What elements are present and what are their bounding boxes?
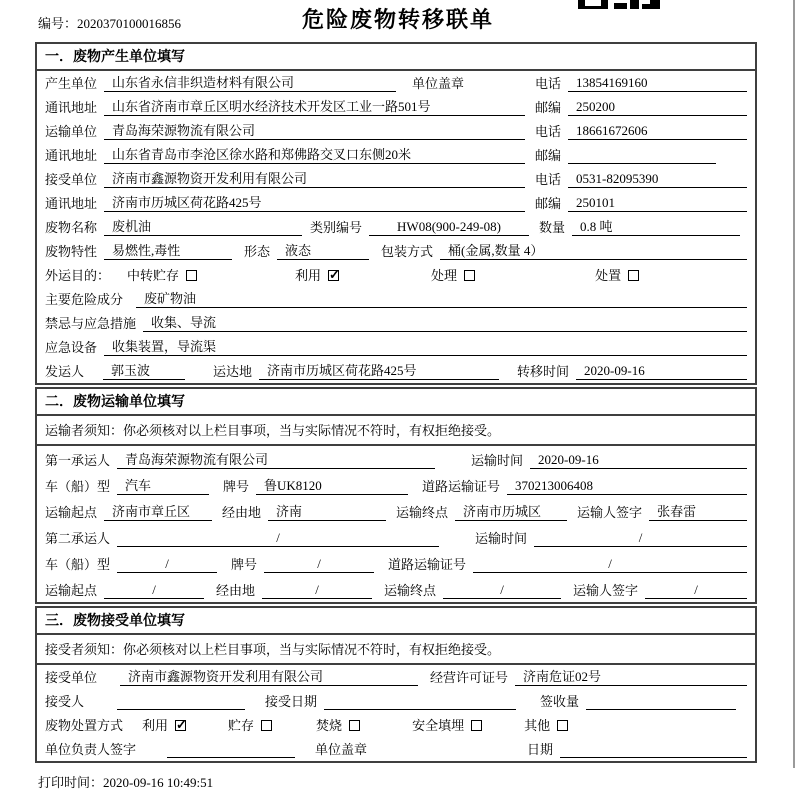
second-origin-value: / — [104, 582, 204, 599]
phone-label: 电话 — [535, 172, 562, 187]
row-second-vehicle — [37, 550, 755, 576]
transporter-unit-label: 运输单位 — [45, 124, 98, 139]
recipient-label: 接受人 — [45, 694, 85, 709]
disposal-option-label: 贮存 — [228, 718, 255, 733]
transfer-storage-checkbox — [186, 270, 197, 281]
first-carrier-sign-value: 张春雷 — [649, 501, 747, 521]
row-recipient — [37, 689, 755, 713]
characteristics-value: 易燃性,毒性 — [104, 240, 232, 260]
second-transport-time-value: / — [534, 530, 747, 547]
row-hazard-component — [37, 287, 755, 311]
disposal-option-incinerate — [316, 715, 360, 734]
date-label: 日期 — [527, 742, 554, 757]
row-producer-unit — [37, 71, 755, 95]
receiver-phone-value: 0531-82095390 — [568, 171, 747, 188]
first-end-value: 济南市历城区 — [455, 501, 567, 521]
serial-number-line — [38, 13, 181, 32]
qr-block — [650, 0, 660, 4]
license-number-label: 经营许可证号 — [430, 670, 509, 685]
qr-block — [630, 0, 639, 9]
print-time-value: 2020-09-16 10:49:51 — [103, 775, 214, 790]
shipper-value: 郭玉波 — [103, 360, 185, 380]
second-carrier-sign-value: / — [645, 582, 747, 599]
disposal-incinerate-checkbox — [349, 720, 360, 731]
recipient-value — [117, 693, 245, 710]
received-qty-value — [586, 693, 736, 710]
row-transporter-address — [37, 143, 755, 167]
characteristics-label: 废物特性 — [45, 244, 98, 259]
address-label: 通讯地址 — [45, 148, 98, 163]
disposal-option-label: 利用 — [142, 718, 169, 733]
plate-number-label: 牌号 — [231, 557, 258, 572]
origin-label: 运输起点 — [45, 583, 98, 598]
road-permit-label: 道路运输证号 — [388, 557, 467, 572]
first-transport-time-value: 2020-09-16 — [530, 452, 747, 469]
accept-unit-label: 接受单位 — [45, 670, 98, 685]
transporter-address-value: 山东省青岛市李沧区徐水路和郑佛路交叉口东侧20米 — [104, 144, 525, 164]
row-shipper — [37, 359, 755, 383]
producer-phone-cell — [535, 73, 747, 92]
row-transporter-unit — [37, 119, 755, 143]
section-producer-heading: 一．废物产生单位填写 — [37, 44, 755, 71]
vehicle-type-label: 车（船）型 — [45, 479, 111, 494]
shipper-label: 发运人 — [45, 364, 85, 379]
print-time-label: 打印时间： — [38, 775, 104, 790]
producer-zip-cell — [535, 97, 747, 116]
packaging-value: 桶(金属,数量 4） — [440, 240, 747, 260]
received-qty-label: 签收量 — [540, 694, 580, 709]
dispose-checkbox — [628, 270, 639, 281]
transporter-zip-cell — [535, 145, 747, 164]
carrier-sign-label: 运输人签字 — [577, 505, 643, 520]
second-end-value: / — [443, 582, 561, 599]
producer-address-value: 山东省济南市章丘区明水经济技术开发区工业一路501号 — [104, 96, 525, 116]
section-receiver-heading: 三．废物接受单位填写 — [37, 608, 755, 635]
unit-seal-label: 单位盖章 — [412, 76, 465, 91]
section-producer — [35, 42, 757, 385]
row-waste-characteristics — [37, 239, 755, 263]
quantity-label: 数量 — [539, 220, 566, 235]
second-carrier-label: 第二承运人 — [45, 531, 111, 546]
transport-time-label: 运输时间 — [475, 531, 528, 546]
print-time-line — [35, 772, 757, 791]
first-vehicle-type-value: 汽车 — [117, 475, 209, 495]
row-second-route — [37, 576, 755, 602]
accept-date-value — [324, 693, 516, 710]
row-emergency-equipment — [37, 335, 755, 359]
phone-label: 电话 — [535, 124, 562, 139]
second-road-permit-value: / — [473, 556, 747, 573]
form-value: 液态 — [277, 240, 369, 260]
carrier-sign-label: 运输人签字 — [573, 583, 639, 598]
purpose-option-treat — [431, 265, 475, 284]
end-label: 运输终点 — [396, 505, 449, 520]
category-code-value: HW08(900-249-08) — [369, 219, 529, 236]
destination-value: 济南市历城区荷花路425号 — [259, 360, 499, 380]
receiver-address-value: 济南市历城区荷花路425号 — [104, 192, 525, 212]
disposal-landfill-checkbox — [471, 720, 482, 731]
quantity-value: 0.8 吨 — [572, 216, 740, 236]
hazard-component-value: 废矿物油 — [136, 288, 747, 308]
zip-label: 邮编 — [535, 196, 562, 211]
disposal-method-label: 废物处置方式 — [45, 718, 124, 733]
transporter-zip-value — [568, 147, 716, 164]
purpose-option-label: 利用 — [295, 268, 322, 283]
transfer-time-label: 转移时间 — [517, 364, 570, 379]
phone-label: 电话 — [535, 76, 562, 91]
section-receiver — [35, 606, 757, 763]
section-transporter — [35, 387, 757, 604]
row-accept-unit — [37, 665, 755, 689]
page-title: 危险废物转移联单 — [301, 7, 494, 32]
waste-name-value: 废机油 — [104, 216, 302, 236]
purpose-option-label: 中转贮存 — [127, 268, 180, 283]
row-taboo-measures — [37, 311, 755, 335]
document-header — [0, 0, 796, 42]
disposal-option-landfill — [412, 715, 482, 734]
accept-date-label: 接受日期 — [265, 694, 318, 709]
utilize-checkbox — [328, 270, 339, 281]
transport-time-label: 运输时间 — [471, 453, 524, 468]
emergency-equipment-label: 应急设备 — [45, 340, 98, 355]
emergency-equipment-value: 收集装置，导流渠 — [104, 336, 747, 356]
row-disposal-method — [37, 713, 755, 737]
row-responsible-sign — [37, 737, 755, 761]
category-code-label: 类别编号 — [310, 220, 363, 235]
producer-unit-label: 产生单位 — [45, 76, 98, 91]
packaging-label: 包装方式 — [381, 244, 434, 259]
waste-name-label: 废物名称 — [45, 220, 98, 235]
section-transporter-heading: 二．废物运输单位填写 — [37, 389, 755, 416]
row-receiver-address — [37, 191, 755, 215]
qr-block — [601, 0, 608, 9]
end-label: 运输终点 — [384, 583, 437, 598]
plate-number-label: 牌号 — [223, 479, 250, 494]
transporter-notice: 运输者须知：你必须核对以上栏目事项，当与实际情况不符时，有权拒绝接受。 — [37, 416, 755, 446]
road-permit-label: 道路运输证号 — [422, 479, 501, 494]
row-producer-address — [37, 95, 755, 119]
purpose-option-label: 处理 — [431, 268, 458, 283]
address-label: 通讯地址 — [45, 100, 98, 115]
purpose-option-label: 处置 — [595, 268, 622, 283]
qr-block — [614, 3, 627, 9]
first-carrier-label: 第一承运人 — [45, 453, 111, 468]
receiver-unit-value: 济南市鑫源物资开发利用有限公司 — [104, 168, 525, 188]
address-label: 通讯地址 — [45, 196, 98, 211]
second-vehicle-type-value: / — [117, 556, 217, 573]
zip-label: 邮编 — [535, 100, 562, 115]
transporter-unit-value: 青岛海荣源物流有限公司 — [104, 120, 525, 140]
qr-block — [642, 4, 660, 9]
row-waste-name — [37, 215, 755, 239]
producer-zip-value: 250200 — [568, 99, 747, 116]
taboo-measures-label: 禁忌与应急措施 — [45, 316, 137, 331]
transporter-phone-cell — [535, 121, 747, 140]
first-carrier-value: 青岛海荣源物流有限公司 — [117, 449, 435, 469]
disposal-option-label: 安全填埋 — [412, 718, 465, 733]
destination-label: 运达地 — [213, 364, 253, 379]
treat-checkbox — [464, 270, 475, 281]
row-first-route — [37, 498, 755, 524]
responsible-sign-value — [167, 741, 295, 758]
serial-value: 2020370100016856 — [77, 16, 182, 31]
row-outbound-purpose — [37, 263, 755, 287]
row-receiver-unit — [37, 167, 755, 191]
page-edge-line — [793, 0, 795, 768]
disposal-option-other — [524, 715, 568, 734]
row-first-carrier — [37, 446, 755, 472]
qr-code-icon — [576, 0, 666, 10]
disposal-other-checkbox — [557, 720, 568, 731]
unit-seal-label: 单位盖章 — [315, 742, 368, 757]
disposal-storage-checkbox — [261, 720, 272, 731]
disposal-option-storage — [228, 715, 272, 734]
date-value — [560, 741, 747, 758]
producer-unit-value: 山东省永信非织造材料有限公司 — [104, 72, 396, 92]
receiver-zip-value: 250101 — [568, 195, 747, 212]
via-label: 经由地 — [216, 583, 256, 598]
first-road-permit-value: 370213006408 — [507, 478, 747, 495]
receiver-notice: 接受者须知：你必须核对以上栏目事项，当与实际情况不符时，有权拒绝接受。 — [37, 635, 755, 665]
row-second-carrier — [37, 524, 755, 550]
second-carrier-value: / — [117, 530, 439, 547]
purpose-option-dispose — [595, 265, 639, 284]
first-plate-number-value: 鲁UK8120 — [256, 475, 408, 495]
row-first-vehicle — [37, 472, 755, 498]
hazard-component-label: 主要危险成分 — [45, 292, 124, 307]
responsible-sign-label: 单位负责人签字 — [45, 742, 137, 757]
first-origin-value: 济南市章丘区 — [104, 501, 212, 521]
purpose-option-utilize — [295, 265, 339, 284]
disposal-option-label: 其他 — [524, 718, 551, 733]
taboo-measures-value: 收集、导流 — [143, 312, 747, 332]
purpose-option-transfer-storage — [127, 265, 197, 284]
zip-label: 邮编 — [535, 148, 562, 163]
second-plate-number-value: / — [264, 556, 374, 573]
transporter-phone-value: 18661672606 — [568, 123, 747, 140]
serial-label: 编号： — [38, 16, 78, 31]
producer-phone-value: 13854169160 — [568, 75, 747, 92]
purpose-label: 外运目的： — [45, 268, 111, 283]
transfer-time-value: 2020-09-16 — [576, 363, 747, 380]
license-number-value: 济南危证02号 — [515, 666, 747, 686]
via-label: 经由地 — [222, 505, 262, 520]
first-via-value: 济南 — [268, 501, 386, 521]
second-via-value: / — [262, 582, 372, 599]
receiver-zip-cell — [535, 193, 747, 212]
disposal-option-utilize — [142, 715, 186, 734]
disposal-option-label: 焚烧 — [316, 718, 343, 733]
manifest-form — [35, 42, 757, 791]
origin-label: 运输起点 — [45, 505, 98, 520]
receiver-unit-label: 接受单位 — [45, 172, 98, 187]
accept-unit-value: 济南市鑫源物资开发利用有限公司 — [120, 666, 418, 686]
vehicle-type-label: 车（船）型 — [45, 557, 111, 572]
form-label: 形态 — [244, 244, 271, 259]
receiver-phone-cell — [535, 169, 747, 188]
disposal-utilize-checkbox — [175, 720, 186, 731]
